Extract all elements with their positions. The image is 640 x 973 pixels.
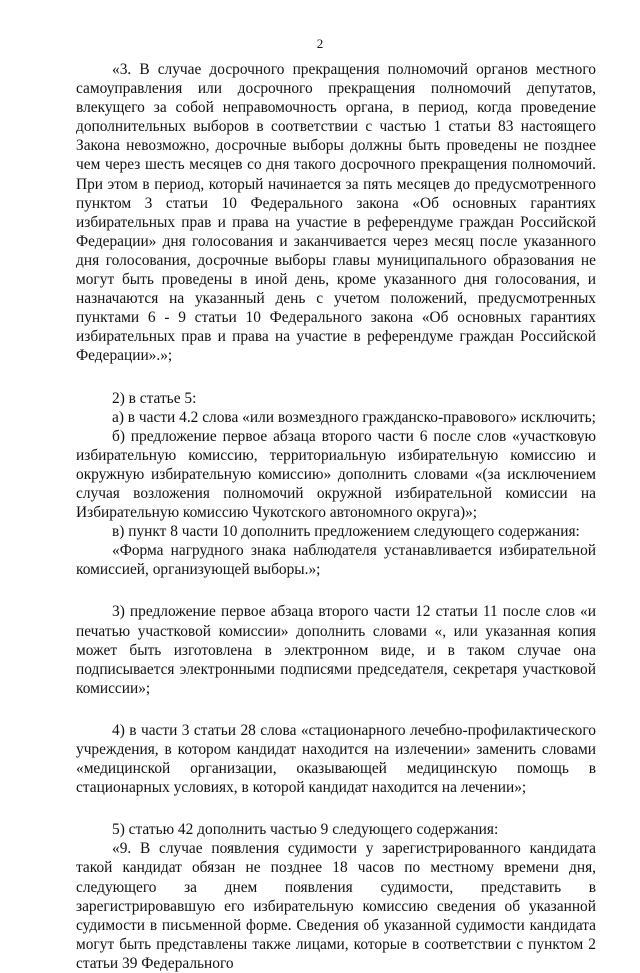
page-number: 2	[316, 36, 324, 51]
paragraph-spacer	[76, 579, 596, 602]
document-body	[76, 60, 596, 973]
paragraph-item-5-article-42: 5) статью 42 дополнить частью 9 следующего содержания:	[112, 821, 499, 839]
paragraph-item-3-article-11: 3) предложение первое абзаца второго части 12 статьи 11 после слов «и печатью участковой комиссии» дополнить словами «, или указанная копия может быть изготовлена в электронном виде, и в таком случае она подписывается электронными подписями председателя, секретаря участковой комиссии»;	[76, 603, 596, 697]
paragraph-spacer	[76, 698, 596, 721]
paragraph-item-4-article-28: 4) в части 3 статьи 28 слова «стационарного лечебно-профилактического учреждения, в котором кандидат находится на излечении» заменить словами «медицинской организации, оказывающей медицинскую помощь в стационарных условиях, в которой кандидат находится на лечении»;	[76, 721, 596, 797]
paragraph-section-3-early-elections: «3. В случае досрочного прекращения полномочий органов местного самоуправления или досрочного прекращения полномочий депутатов, влекущего за собой неправомочность органа, в период, когда проведение дополнительных выборов в соответствии с частью 1 статьи 83 настоящего Закона невозможно, досрочные выборы должны быть проведены не позднее чем через шесть месяцев со дня такого досрочного прекращения полномочий. При этом в период, который начинается за пять месяцев до предусмотренного пунктом 3 статьи 10 Федерального закона «Об основных гарантиях избирательных прав и права на участие в референдуме граждан Российской Федерации» дня голосования и заканчивается через месяц после указанного дня голосования, досрочные выборы главы муниципального образования не могут быть проведены в иной день, кроме указанного дня голосования, и назначаются на указанный день с учетом положений, предусмотренных пунктами 6 - 9 статьи 10 Федерального закона «Об основных гарантиях избирательных прав и права на участие в референдуме граждан Российской Федерации».»;	[76, 61, 596, 365]
paragraph-observer-badge: «Форма нагрудного знака наблюдателя устанавливается избирательной комиссией, организующей выборы.»;	[76, 542, 596, 579]
paragraph-subitem-a: а) в части 4.2 слова «или возмездного гражданско-правового» исключить;	[112, 408, 596, 426]
paragraph-part-9-conviction: «9. В случае появления судимости у зарегистрированного кандидата такой кандидат обязан не позднее 18 часов по местному времени дня, следующего за днем появления судимости, представить в зарегистрировавшую его избирательную комиссию сведения об указанной судимости в письменной форме. Сведения об указанной судимости кандидата могут быть представлены также лицами, которые в соответствии с пунктом 2 статьи 39 Федерального	[76, 840, 596, 972]
paragraph-subitem-v: в) пункт 8 части 10 дополнить предложением следующего содержания:	[112, 523, 580, 541]
paragraph-spacer	[76, 366, 596, 389]
paragraph-item-2-article-5: 2) в статье 5:	[112, 389, 197, 407]
paragraph-subitem-b: б) предложение первое абзаца второго части 6 после слов «участковую избирательную комиссию, территориальную избирательную комиссию и окружную избирательную комиссию» дополнить словами «(за исключением случая возложения полномочий окружной избирательной комиссии на Избирательную комиссию Чукотского автономного округа)»;	[76, 427, 596, 522]
paragraph-spacer	[76, 797, 596, 820]
